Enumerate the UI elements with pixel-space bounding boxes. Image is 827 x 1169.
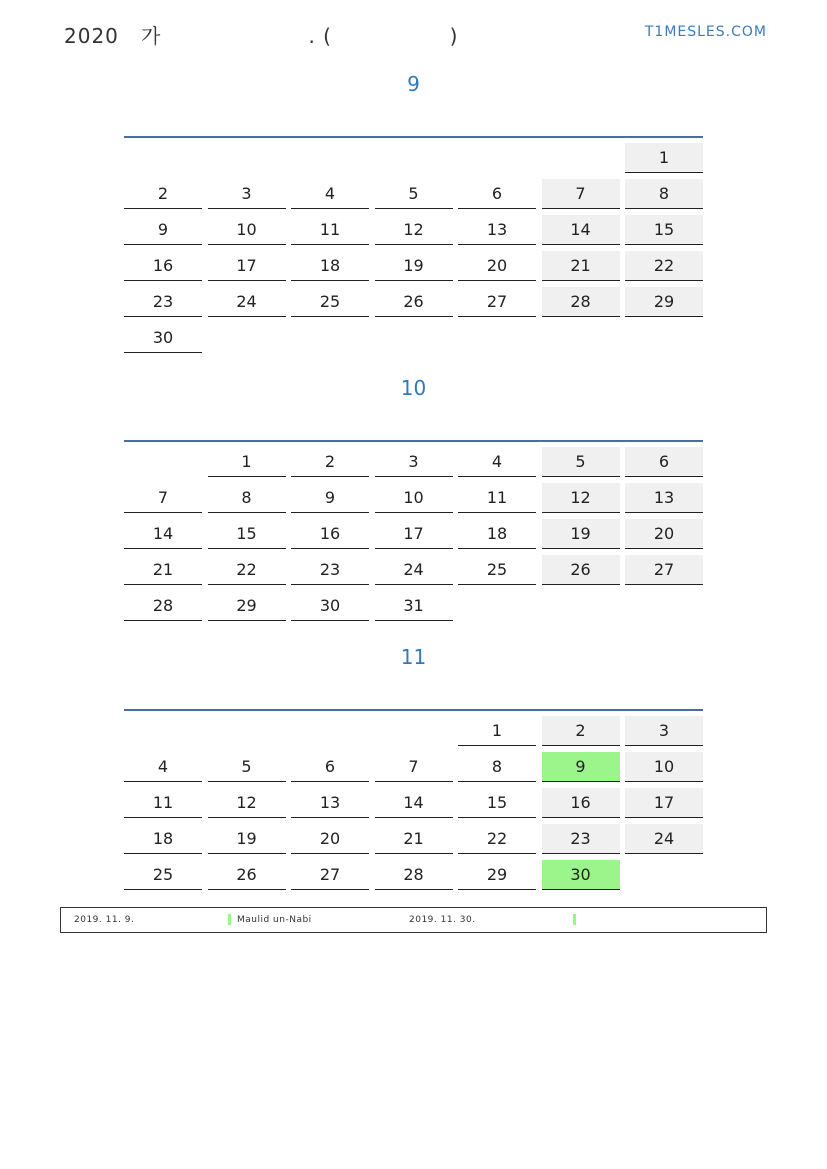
- day-cell: 13: [291, 788, 369, 818]
- day-cell: 29: [625, 287, 703, 317]
- day-cell: 9: [124, 215, 202, 245]
- day-cell: 16: [542, 788, 620, 818]
- day-cell: 6: [291, 752, 369, 782]
- day-cell: 15: [625, 215, 703, 245]
- legend-date-1: 2019. 11. 9.: [74, 915, 135, 925]
- day-cell: 14: [375, 788, 453, 818]
- day-cell: 5: [208, 752, 286, 782]
- day-cell: 18: [291, 251, 369, 281]
- day-cell: 19: [542, 519, 620, 549]
- day-cell: 3: [208, 179, 286, 209]
- day-cell: 19: [375, 251, 453, 281]
- day-cell: 29: [458, 860, 536, 890]
- day-cell: 10: [375, 483, 453, 513]
- day-cell: 22: [458, 824, 536, 854]
- site-link[interactable]: T1MESLES.COM: [644, 24, 767, 40]
- day-cell: 20: [458, 251, 536, 281]
- day-cell: 24: [625, 824, 703, 854]
- day-cell: 23: [291, 555, 369, 585]
- day-cell: 23: [124, 287, 202, 317]
- day-cell: 11: [124, 788, 202, 818]
- holiday-legend: [60, 907, 767, 933]
- day-cell: 12: [542, 483, 620, 513]
- day-cell: 28: [124, 591, 202, 621]
- day-cell: 7: [124, 483, 202, 513]
- day-cell: 3: [625, 716, 703, 746]
- day-cell: 21: [542, 251, 620, 281]
- day-cell: 9: [291, 483, 369, 513]
- day-cell: 31: [375, 591, 453, 621]
- legend-holiday-name-1: Maulid un-Nabi: [237, 915, 312, 925]
- day-cell: 16: [291, 519, 369, 549]
- day-cell: 10: [208, 215, 286, 245]
- day-cell: 17: [375, 519, 453, 549]
- day-cell: 16: [124, 251, 202, 281]
- month-title-september: 9: [407, 72, 420, 96]
- day-cell: 4: [124, 752, 202, 782]
- day-cell: 26: [208, 860, 286, 890]
- day-cell: 26: [375, 287, 453, 317]
- day-cell: 1: [208, 447, 286, 477]
- day-cell: 22: [208, 555, 286, 585]
- day-cell: 1: [625, 143, 703, 173]
- day-cell: 17: [208, 251, 286, 281]
- day-cell: 21: [124, 555, 202, 585]
- day-cell: 14: [542, 215, 620, 245]
- page-title: 2020 가 . ( ): [64, 24, 459, 48]
- holiday-color-marker: [573, 914, 576, 925]
- day-cell: 7: [542, 179, 620, 209]
- day-cell: 19: [208, 824, 286, 854]
- day-cell: 17: [625, 788, 703, 818]
- day-cell: 2: [542, 716, 620, 746]
- day-cell: 25: [458, 555, 536, 585]
- day-cell: 5: [375, 179, 453, 209]
- day-cell: 30: [124, 323, 202, 353]
- day-cell: 28: [375, 860, 453, 890]
- day-cell: 11: [291, 215, 369, 245]
- day-cell: 7: [375, 752, 453, 782]
- day-cell: 1: [458, 716, 536, 746]
- day-cell: 13: [625, 483, 703, 513]
- day-cell: 15: [458, 788, 536, 818]
- day-cell: 26: [542, 555, 620, 585]
- grid-top-rule: [124, 709, 703, 711]
- day-cell: 3: [375, 447, 453, 477]
- month-title-november: 11: [400, 645, 427, 669]
- day-cell: 29: [208, 591, 286, 621]
- day-cell: 27: [458, 287, 536, 317]
- day-cell: 8: [625, 179, 703, 209]
- day-cell: 23: [542, 824, 620, 854]
- day-cell: 15: [208, 519, 286, 549]
- day-cell: 25: [124, 860, 202, 890]
- day-cell: 13: [458, 215, 536, 245]
- day-cell: 6: [458, 179, 536, 209]
- day-cell: 5: [542, 447, 620, 477]
- day-cell: 6: [625, 447, 703, 477]
- day-cell: 22: [625, 251, 703, 281]
- day-cell: 30: [291, 591, 369, 621]
- day-cell: 4: [291, 179, 369, 209]
- day-cell: 4: [458, 447, 536, 477]
- day-cell: 24: [375, 555, 453, 585]
- day-cell: 2: [291, 447, 369, 477]
- day-cell: 12: [375, 215, 453, 245]
- day-cell: 27: [625, 555, 703, 585]
- day-cell: 28: [542, 287, 620, 317]
- month-title-october: 10: [400, 376, 427, 400]
- day-cell: 18: [124, 824, 202, 854]
- day-cell: 14: [124, 519, 202, 549]
- day-cell: 12: [208, 788, 286, 818]
- day-cell: 11: [458, 483, 536, 513]
- grid-top-rule: [124, 440, 703, 442]
- day-cell: 27: [291, 860, 369, 890]
- legend-date-2: 2019. 11. 30.: [409, 915, 476, 925]
- day-cell: 20: [625, 519, 703, 549]
- day-cell: 18: [458, 519, 536, 549]
- day-cell: 24: [208, 287, 286, 317]
- day-cell: 8: [458, 752, 536, 782]
- day-cell: 21: [375, 824, 453, 854]
- holiday-color-marker: [228, 914, 231, 925]
- day-cell: 25: [291, 287, 369, 317]
- day-cell: 20: [291, 824, 369, 854]
- day-cell: 10: [625, 752, 703, 782]
- day-cell: 2: [124, 179, 202, 209]
- holiday-day-cell: 9: [542, 752, 620, 782]
- day-cell: 8: [208, 483, 286, 513]
- holiday-day-cell: 30: [542, 860, 620, 890]
- grid-top-rule: [124, 136, 703, 138]
